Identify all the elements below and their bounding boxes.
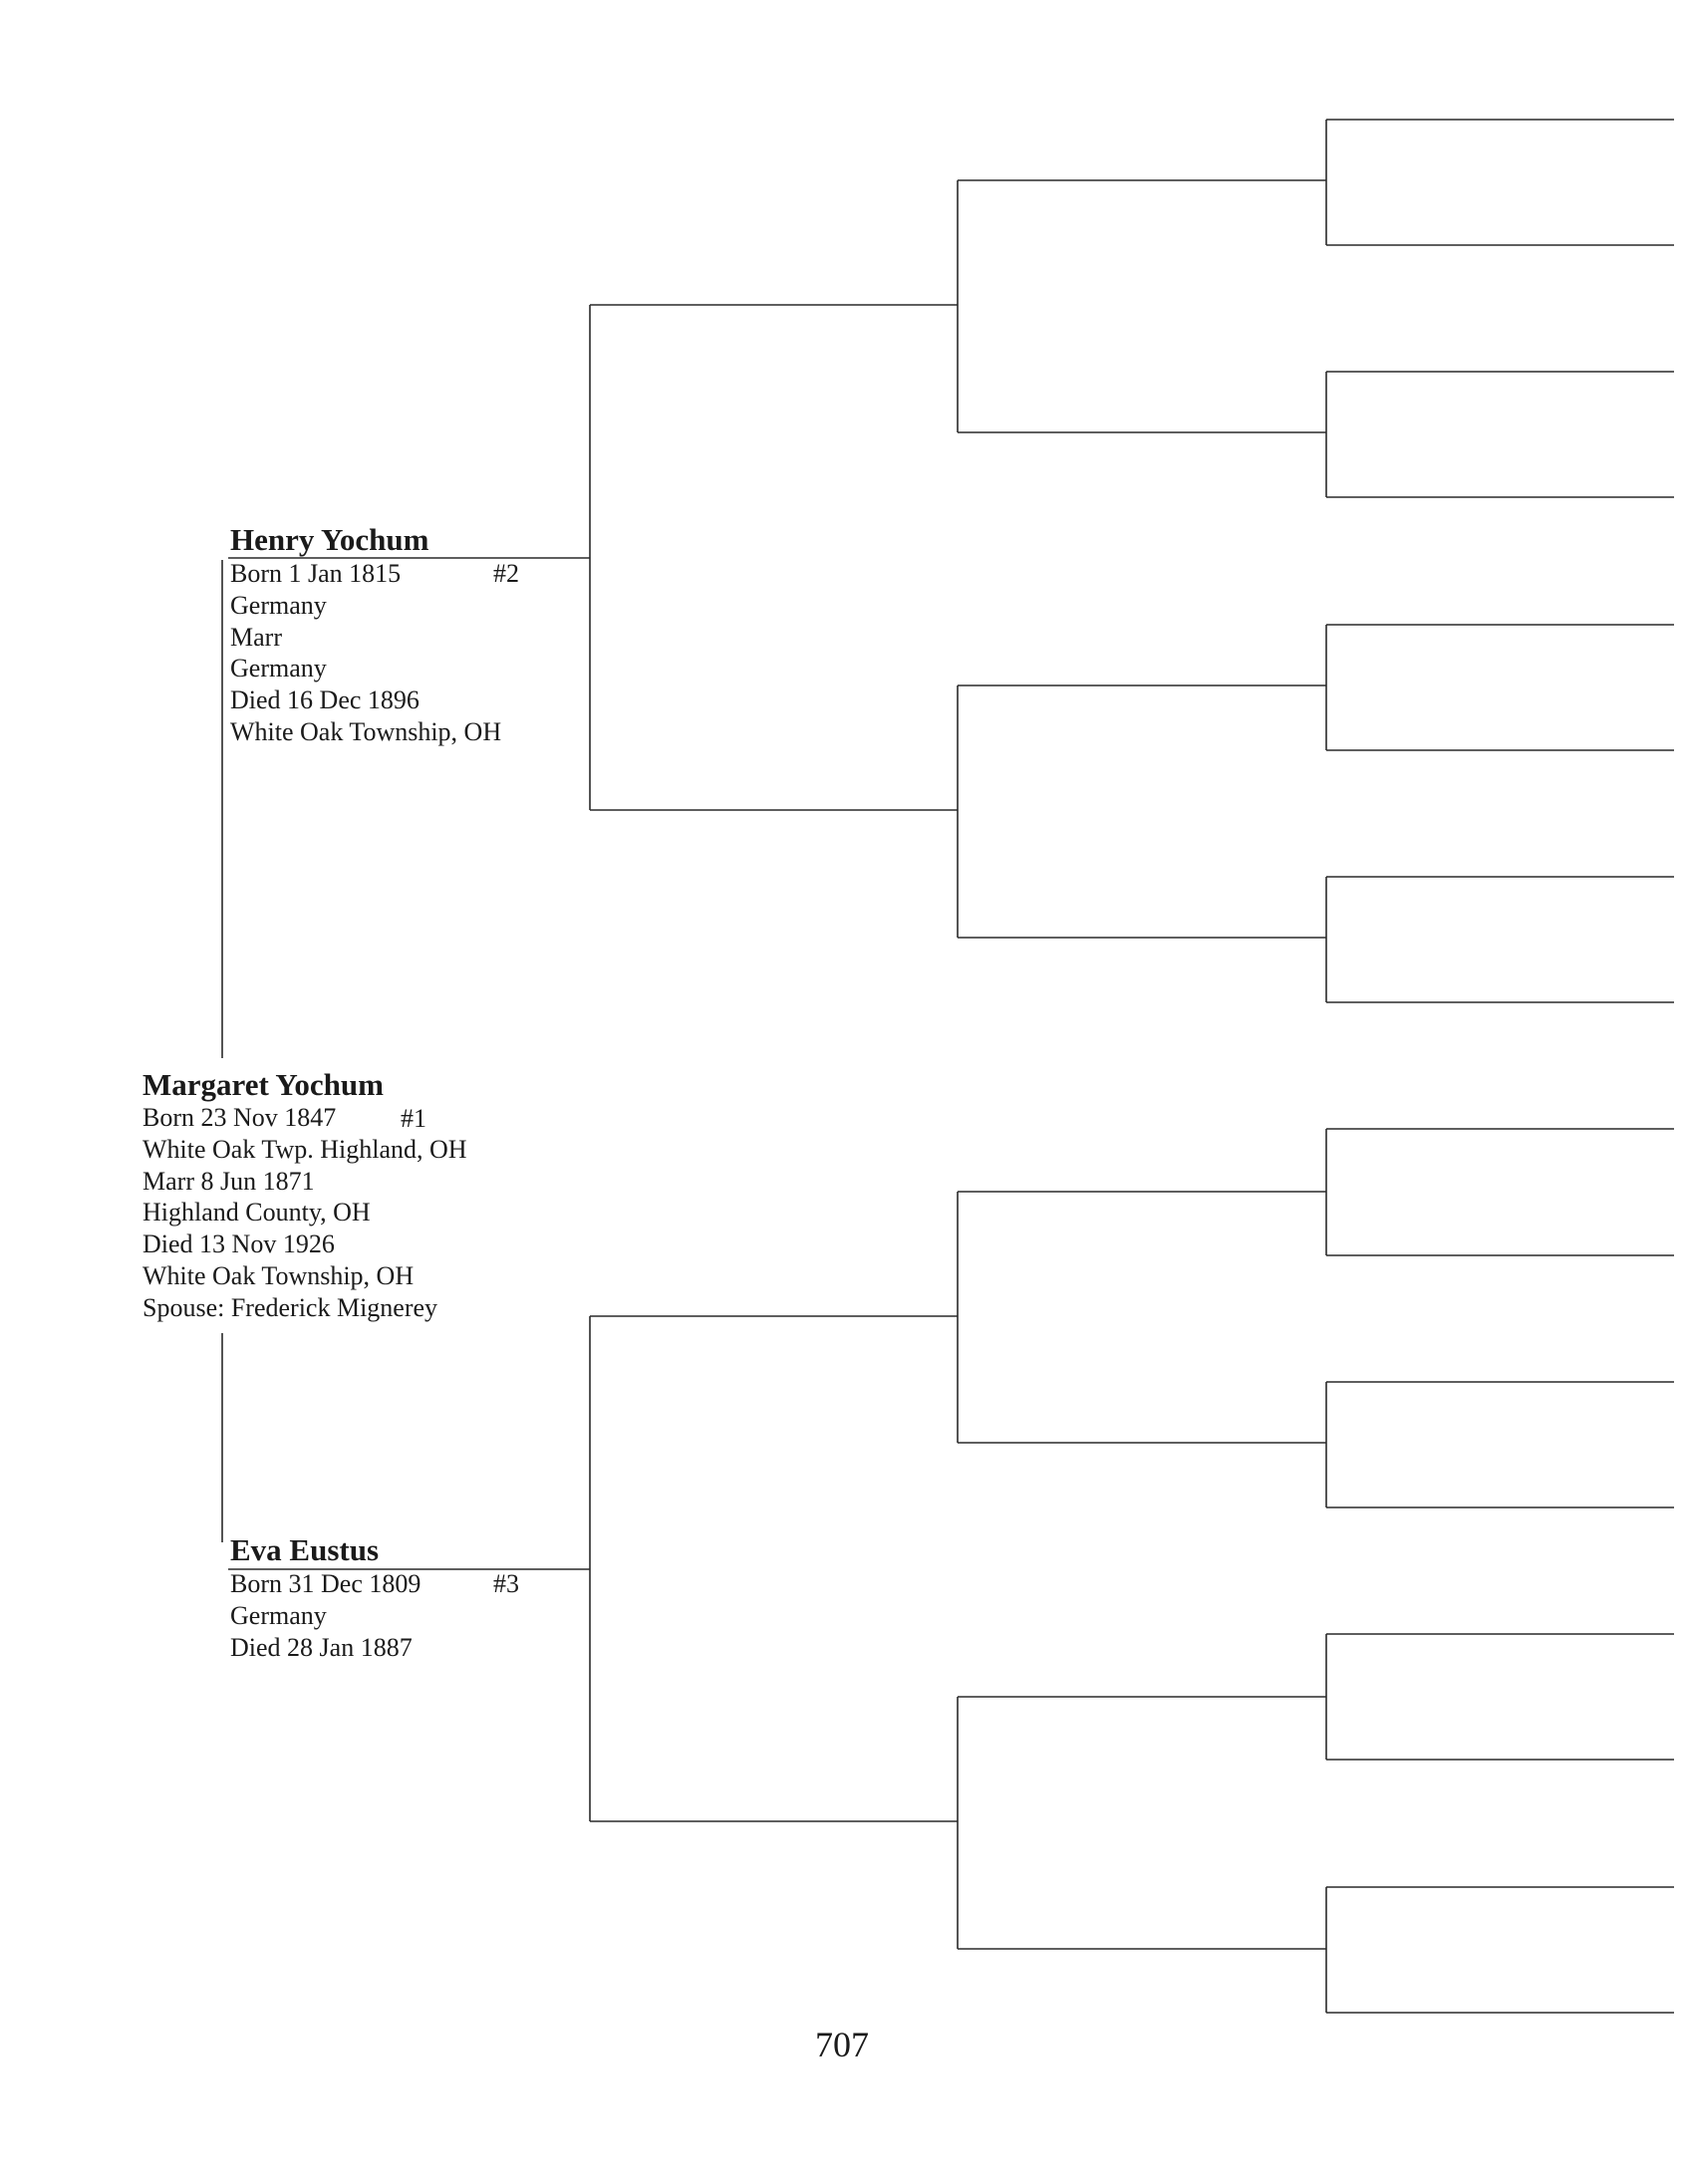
person-2-name: Henry Yochum [230,522,429,557]
person-3-name: Eva Eustus [230,1532,380,1567]
person-2-death: Died 16 Dec 1896 [230,685,420,715]
gen5-brackets [1326,120,1674,2013]
person-1-spouse: Spouse: Frederick Mignerey [142,1292,438,1322]
person-3-birth-place: Germany [230,1600,327,1630]
person-1-marriage: Marr 8 Jun 1871 [142,1166,315,1196]
person-3-number: #3 [493,1569,519,1598]
person-1-name: Margaret Yochum [142,1067,384,1102]
person-1-death: Died 13 Nov 1926 [142,1229,335,1259]
person-3-death: Died 28 Jan 1887 [230,1632,413,1662]
person-2-birth-place: Germany [230,590,327,620]
person-1-number: #1 [401,1104,426,1133]
person-1-birth-place: White Oak Twp. Highland, OH [142,1134,467,1164]
person-1-marriage-place: Highland County, OH [142,1198,371,1228]
person-2-birth: Born 1 Jan 1815 [230,559,402,588]
person-2-death-place: White Oak Township, OH [230,716,502,746]
person-1 [142,1068,467,1324]
page-number: 707 [815,2025,869,2064]
person-3-birth: Born 31 Dec 1809 [230,1569,422,1598]
person-1-death-place: White Oak Township, OH [142,1260,415,1290]
person-2 [230,522,519,748]
person-2-number: #2 [493,559,519,588]
person-3 [230,1532,519,1663]
person-1-birth: Born 23 Nov 1847 [142,1103,337,1132]
person-2-marriage-place: Germany [230,654,327,683]
person-2-marriage: Marr [230,622,282,652]
